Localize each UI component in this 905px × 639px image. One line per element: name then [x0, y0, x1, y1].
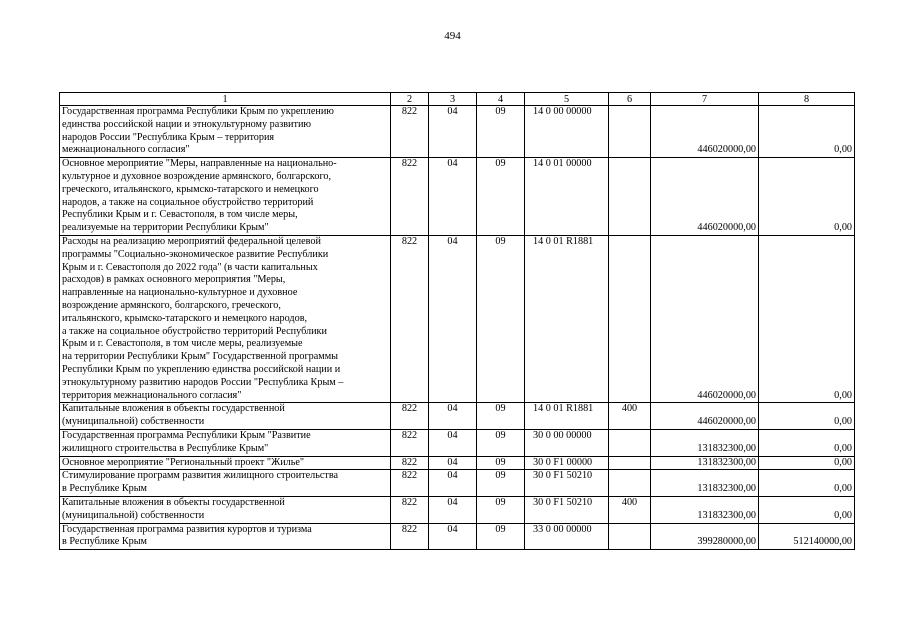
- row-target-code: 30 0 F1 50210: [525, 470, 609, 497]
- row-section-code: 04: [429, 523, 477, 550]
- column-header: 5: [525, 93, 609, 106]
- row-name: Государственная программа Республики Крым по укреплению единства российской нации и этнокультурному развитию народов России "Республика Крым – территория межнационального согласия": [60, 106, 391, 158]
- row-name: Капитальные вложения в объекты государственной (муниципальной) собственности: [60, 403, 391, 430]
- row-amount-col8: 0,00: [759, 235, 855, 402]
- row-subsection-code: 09: [477, 429, 525, 456]
- row-expense-type: 400: [609, 403, 651, 430]
- row-amount-col7: 399280000,00: [651, 523, 759, 550]
- row-target-code: 30 0 00 00000: [525, 429, 609, 456]
- row-name: Капитальные вложения в объекты государственной (муниципальной) собственности: [60, 496, 391, 523]
- row-target-code: 14 0 01 R1881: [525, 235, 609, 402]
- row-section-code: 04: [429, 429, 477, 456]
- column-header: 7: [651, 93, 759, 106]
- row-expense-type: [609, 158, 651, 236]
- row-amount-col8: 0,00: [759, 403, 855, 430]
- row-expense-type: [609, 235, 651, 402]
- column-header: 8: [759, 93, 855, 106]
- row-amount-col7: 131832300,00: [651, 429, 759, 456]
- row-amount-col8: 0,00: [759, 429, 855, 456]
- row-section-code: 04: [429, 456, 477, 470]
- row-expense-type: [609, 523, 651, 550]
- table-row: [60, 429, 855, 456]
- row-subsection-code: 09: [477, 523, 525, 550]
- row-amount-col7: 446020000,00: [651, 235, 759, 402]
- row-expense-type: 400: [609, 496, 651, 523]
- row-expense-type: [609, 456, 651, 470]
- table-row: [60, 403, 855, 430]
- table-row: [60, 235, 855, 402]
- row-amount-col8: 0,00: [759, 470, 855, 497]
- row-target-code: 14 0 01 00000: [525, 158, 609, 236]
- row-amount-col7: 446020000,00: [651, 106, 759, 158]
- row-section-code: 04: [429, 235, 477, 402]
- row-amount-col8: 0,00: [759, 496, 855, 523]
- row-target-code: 30 0 F1 50210: [525, 496, 609, 523]
- row-section-code: 04: [429, 470, 477, 497]
- row-ministry-code: 822: [391, 456, 429, 470]
- row-ministry-code: 822: [391, 403, 429, 430]
- row-subsection-code: 09: [477, 106, 525, 158]
- row-subsection-code: 09: [477, 456, 525, 470]
- row-target-code: 33 0 00 00000: [525, 523, 609, 550]
- page-number: 494: [444, 30, 461, 42]
- row-amount-col7: 446020000,00: [651, 158, 759, 236]
- row-expense-type: [609, 429, 651, 456]
- row-amount-col8: 0,00: [759, 106, 855, 158]
- table-row: [60, 523, 855, 550]
- row-name: Стимулирование программ развития жилищного строительства в Республике Крым: [60, 470, 391, 497]
- row-target-code: 14 0 00 00000: [525, 106, 609, 158]
- row-subsection-code: 09: [477, 496, 525, 523]
- row-ministry-code: 822: [391, 106, 429, 158]
- row-ministry-code: 822: [391, 158, 429, 236]
- row-amount-col7: 446020000,00: [651, 403, 759, 430]
- budget-table: [59, 92, 855, 550]
- row-subsection-code: 09: [477, 470, 525, 497]
- row-ministry-code: 822: [391, 429, 429, 456]
- row-amount-col8: 0,00: [759, 158, 855, 236]
- row-ministry-code: 822: [391, 496, 429, 523]
- row-section-code: 04: [429, 158, 477, 236]
- table-row: [60, 158, 855, 236]
- row-name: Основное мероприятие "Меры, направленные на национально- культурное и духовное возрождение армянского, болгарского, греческого, итальянского, крымско-татарского и немецкого народов, а также на социальное обустройство территорий Республики Крым и г. Севастополя, в том числе меры, реализуемые на территории Республики Крым": [60, 158, 391, 236]
- table-row: [60, 106, 855, 158]
- row-expense-type: [609, 106, 651, 158]
- row-amount-col7: 131832300,00: [651, 470, 759, 497]
- column-header: 2: [391, 93, 429, 106]
- column-header: 6: [609, 93, 651, 106]
- row-target-code: 14 0 01 R1881: [525, 403, 609, 430]
- column-header: 3: [429, 93, 477, 106]
- row-subsection-code: 09: [477, 403, 525, 430]
- row-expense-type: [609, 470, 651, 497]
- row-section-code: 04: [429, 496, 477, 523]
- row-ministry-code: 822: [391, 235, 429, 402]
- row-amount-col8: 512140000,00: [759, 523, 855, 550]
- row-name: Расходы на реализацию мероприятий федеральной целевой программы "Социально-экономическое развитие Республики Крым и г. Севастополя до 2022 года" (в части капитальных расходов) в рамках основного мероприятия "Меры, направленные на национально-культурное и духовное возрождение армянского, болгарского, греческого, итальянского, крымско-татарского и немецкого народов, а также на социальное обустройство территорий Республики Крым и г. Севастополя, в том числе меры, реализуемые на территории Республики Крым" Государственной программы Республики Крым по укреплению единства российской нации и этнокультурному развитию народов России "Республика Крым – территория межнационального согласия": [60, 235, 391, 402]
- row-target-code: 30 0 F1 00000: [525, 456, 609, 470]
- row-name: Основное мероприятие "Региональный проект "Жилье": [60, 456, 391, 470]
- table-row: [60, 470, 855, 497]
- column-header: 1: [60, 93, 391, 106]
- row-subsection-code: 09: [477, 235, 525, 402]
- row-amount-col7: 131832300,00: [651, 496, 759, 523]
- row-ministry-code: 822: [391, 523, 429, 550]
- table-row: [60, 496, 855, 523]
- row-subsection-code: 09: [477, 158, 525, 236]
- row-name: Государственная программа Республики Крым "Развитие жилищного строительства в Республике Крым": [60, 429, 391, 456]
- row-name: Государственная программа развития курортов и туризма в Республике Крым: [60, 523, 391, 550]
- row-amount-col7: 131832300,00: [651, 456, 759, 470]
- row-ministry-code: 822: [391, 470, 429, 497]
- row-amount-col8: 0,00: [759, 456, 855, 470]
- column-header: 4: [477, 93, 525, 106]
- row-section-code: 04: [429, 106, 477, 158]
- row-section-code: 04: [429, 403, 477, 430]
- table-row: [60, 456, 855, 470]
- table-header-row: [60, 93, 855, 106]
